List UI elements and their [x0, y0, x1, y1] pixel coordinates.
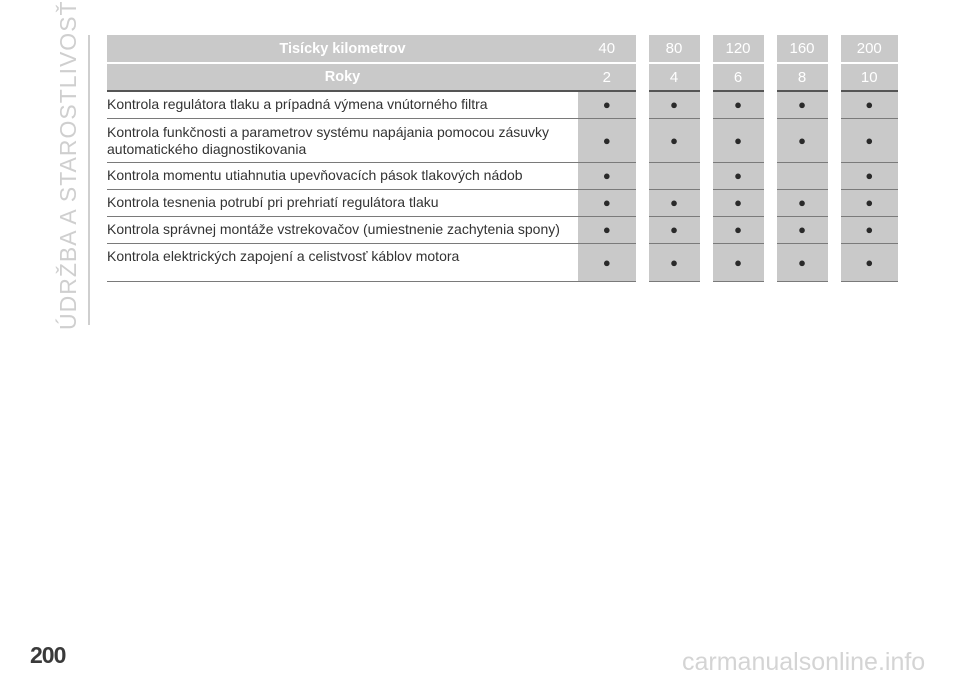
- mark-cell: ●: [706, 189, 770, 216]
- mark-cell: ●: [706, 216, 770, 243]
- row-description: Kontrola regulátora tlaku a prípadná výmena vnútorného filtra: [107, 91, 578, 118]
- row-description: Kontrola správnej montáže vstrekovačov (umiestnenie zachytenia spony): [107, 216, 578, 243]
- mark-cell: ●: [834, 189, 898, 216]
- header-label-years: Roky: [107, 63, 578, 91]
- header-row-years: [107, 63, 898, 91]
- header-km-cell: 200: [834, 35, 898, 63]
- mark-cell: ●: [578, 91, 642, 118]
- header-year-cell: 2: [578, 63, 642, 91]
- header-km-cell: 40: [578, 35, 642, 63]
- mark-cell: [770, 162, 834, 189]
- header-row-kilometers: [107, 35, 898, 63]
- header-year-cell: 6: [706, 63, 770, 91]
- mark-cell: ●: [770, 91, 834, 118]
- mark-cell: ●: [578, 243, 642, 281]
- mark-cell: ●: [578, 189, 642, 216]
- header-km-cell: 80: [642, 35, 706, 63]
- mark-cell: ●: [834, 216, 898, 243]
- section-title-vertical: ÚDRŽBA A STAROSTLIVOSŤ: [55, 0, 81, 330]
- mark-cell: ●: [834, 243, 898, 281]
- maintenance-schedule-table: [107, 35, 898, 282]
- row-description: Kontrola elektrických zapojení a celistvosť káblov motora: [107, 243, 578, 281]
- mark-cell: ●: [834, 162, 898, 189]
- mark-cell: ●: [642, 118, 706, 162]
- table-row: [107, 162, 898, 189]
- mark-cell: ●: [706, 162, 770, 189]
- mark-cell: ●: [578, 216, 642, 243]
- header-km-cell: 120: [706, 35, 770, 63]
- header-year-cell: 4: [642, 63, 706, 91]
- mark-cell: ●: [642, 91, 706, 118]
- page-number: 200: [30, 642, 66, 668]
- table-row: [107, 189, 898, 216]
- watermark: carmanualsonline.info: [682, 648, 926, 676]
- table-row: [107, 91, 898, 118]
- table-row: [107, 243, 898, 281]
- table-row: [107, 216, 898, 243]
- row-description: Kontrola tesnenia potrubí pri prehriatí regulátora tlaku: [107, 189, 578, 216]
- mark-cell: ●: [770, 216, 834, 243]
- mark-cell: ●: [706, 118, 770, 162]
- mark-cell: ●: [706, 243, 770, 281]
- mark-cell: ●: [706, 91, 770, 118]
- mark-cell: ●: [770, 243, 834, 281]
- mark-cell: ●: [770, 189, 834, 216]
- mark-cell: ●: [578, 118, 642, 162]
- mark-cell: ●: [642, 243, 706, 281]
- mark-cell: ●: [834, 91, 898, 118]
- header-year-cell: 8: [770, 63, 834, 91]
- header-label-kilometers: Tisícky kilometrov: [107, 35, 578, 63]
- table-row: [107, 118, 898, 162]
- mark-cell: ●: [642, 216, 706, 243]
- section-divider: [88, 35, 90, 325]
- header-km-cell: 160: [770, 35, 834, 63]
- mark-cell: ●: [642, 189, 706, 216]
- mark-cell: [642, 162, 706, 189]
- row-description: Kontrola momentu utiahnutia upevňovacích pások tlakových nádob: [107, 162, 578, 189]
- mark-cell: ●: [834, 118, 898, 162]
- row-description: Kontrola funkčnosti a parametrov systému napájania pomocou zásuvky automatického diagnostikovania: [107, 118, 578, 162]
- header-year-cell: 10: [834, 63, 898, 91]
- mark-cell: ●: [578, 162, 642, 189]
- mark-cell: ●: [770, 118, 834, 162]
